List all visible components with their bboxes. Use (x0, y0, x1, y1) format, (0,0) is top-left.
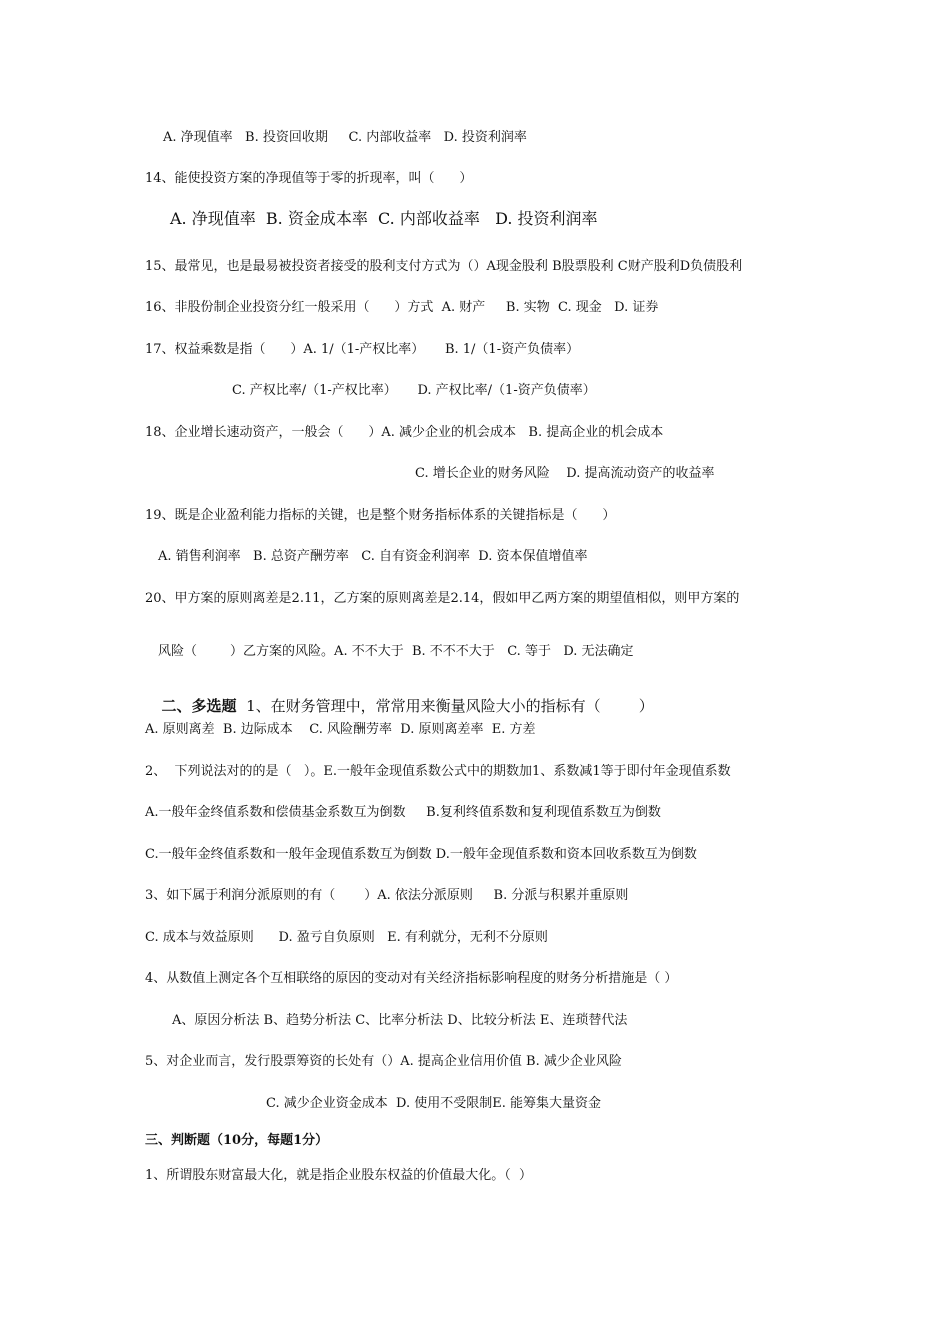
section-2-title: 二、多选题 (161, 697, 237, 715)
q17-question: 17、权益乘数是指（ ）A. 1/（1-产权比率） B. 1/（1-资产负债率） (145, 342, 580, 357)
q20-question: 20、甲方案的原则离差是2.11，乙方案的原则离差是2.14，假如甲乙两方案的期望值相似，则甲方案的 (145, 591, 740, 606)
mq2-options-ab: A.一般年金终值系数和偿债基金系数互为倒数 B.复利终值系数和复利现值系数互为倒数 (145, 805, 661, 820)
mq4-question: 4、从数值上测定各个互相联络的原因的变动对有关经济指标影响程度的财务分析措施是（ ） (145, 971, 678, 986)
q18-question: 18、企业增长速动资产，一般会（ ）A. 减少企业的机会成本 B. 提高企业的机会成本 (145, 425, 664, 440)
q14-options: A. 净现值率 B. 资金成本率 C. 内部收益率 D. 投资利润率 (170, 209, 598, 228)
q17-options-cd: C. 产权比率/（1-产权比率） D. 产权比率/（1-资产负债率） (232, 383, 596, 398)
section-2-q1: 1、在财务管理中，常常用来衡量风险大小的指标有（ ） (236, 697, 654, 715)
mq3-question: 3、如下属于利润分派原则的有（ ）A. 依法分派原则 B. 分派与积累并重原则 (145, 888, 629, 903)
mq5-question: 5、对企业而言，发行股票筹资的长处有（）A. 提高企业信用价值 B. 减少企业风险 (145, 1054, 622, 1069)
q19-question: 19、既是企业盈利能力指标的关键，也是整个财务指标体系的关键指标是（ ） (145, 508, 616, 523)
tf-q1: 1、所谓股东财富最大化，就是指企业股东权益的价值最大化。（ ） (145, 1168, 533, 1183)
mq3-options-cde: C. 成本与效益原则 D. 盈亏自负原则 E. 有利就分，无利不分原则 (145, 930, 548, 945)
q20-continuation: 风险（ ）乙方案的风险。A. 不不大于 B. 不不不大于 C. 等于 D. 无法确定 (158, 644, 634, 659)
mq2-options-cd: C.一般年金终值系数和一般年金现值系数互为倒数 D.一般年金现值系数和资本回收系数互为倒数 (145, 847, 697, 862)
mq4-options: A、原因分析法 B、趋势分析法 C、比率分析法 D、比较分析法 E、连琐替代法 (172, 1013, 628, 1028)
q18-options-cd: C. 增长企业的财务风险 D. 提高流动资产的收益率 (415, 466, 715, 481)
section-3-heading: 三、判断题（10分，每题1分） (145, 1133, 329, 1148)
q14-question: 14、能使投资方案的净现值等于零的折现率，叫（ ） (145, 171, 473, 186)
q19-options: A. 销售利润率 B. 总资产酬劳率 C. 自有资金利润率 D. 资本保值增值率 (158, 549, 588, 564)
q16-question: 16、非股份制企业投资分红一般采用（ ）方式 A. 财产 B. 实物 C. 现金 D. 证券 (145, 300, 659, 315)
mq5-options-cde: C. 减少企业资金成本 D. 使用不受限制E. 能筹集大量资金 (266, 1096, 601, 1111)
mq2-question: 2、 下列说法对的的是（ ）。E.一般年金现值系数公式中的期数加1、系数减1等于即付年金现值系数 (145, 764, 731, 779)
mq1-options: A. 原则离差 B. 边际成本 C. 风险酬劳率 D. 原则离差率 E. 方差 (145, 722, 536, 737)
q15-question: 15、最常见，也是最易被投资者接受的股利支付方式为（）A现金股利 B股票股利 C财产股利D负债股利 (145, 259, 743, 274)
q13-options: A. 净现值率 B. 投资回收期 C. 内部收益率 D. 投资利润率 (163, 130, 527, 145)
